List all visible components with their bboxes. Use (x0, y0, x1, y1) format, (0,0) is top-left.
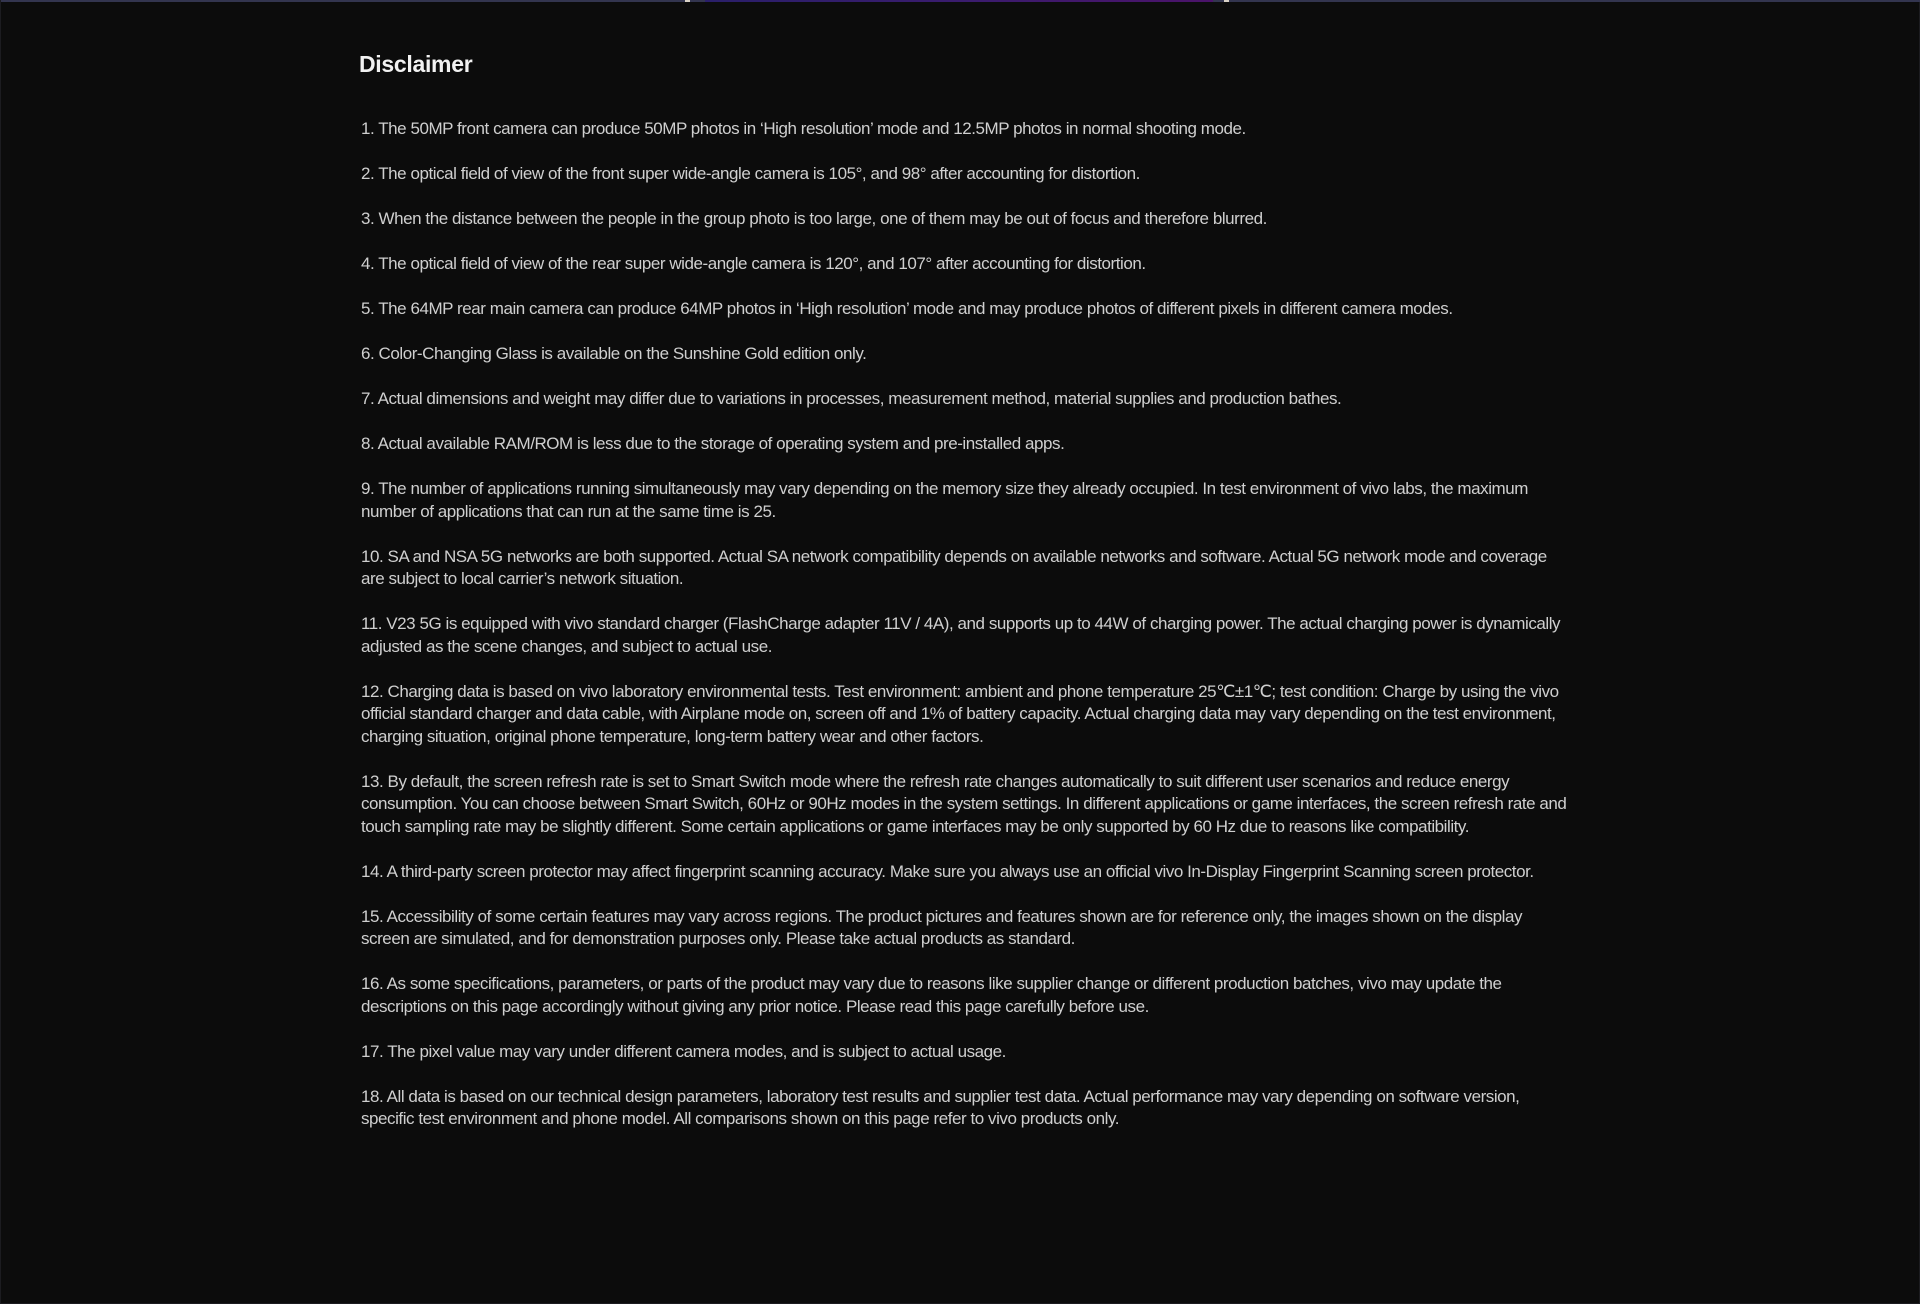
disclaimer-item: 4. The optical field of view of the rear super wide-angle camera is 120°, and 107° after accounting for distortion. (361, 254, 1146, 273)
disclaimer-item: 2. The optical field of view of the front super wide-angle camera is 105°, and 98° after accounting for distortion. (361, 164, 1140, 183)
disclaimer-title: Disclaimer (359, 51, 473, 77)
disclaimer-item: 10. SA and NSA 5G networks are both supported. Actual SA network compatibility depends on available networks and software. Actual 5G network mode and coverage are subject to local carrier’s network situation. (361, 546, 1547, 588)
disclaimer-item: 9. The number of applications running simultaneously may vary depending on the memory size they already occupied. In test environment of vivo labs, the maximum number of applications that can run at the same time is 25. (361, 479, 1528, 521)
slider-progress-track (705, 0, 1213, 2)
disclaimer-item: 5. The 64MP rear main camera can produce 64MP photos in ‘High resolution’ mode and may produce photos of different pixels in different camera modes. (361, 299, 1453, 318)
disclaimer-item: 7. Actual dimensions and weight may differ due to variations in processes, measurement method, material supplies and production bathes. (361, 389, 1342, 408)
disclaimer-item: 17. The pixel value may vary under different camera modes, and is subject to actual usage. (361, 1041, 1006, 1061)
disclaimer-item: 16. As some specifications, parameters, or parts of the product may vary due to reasons like supplier change or different production batches, vivo may update the descriptions on this page accordingly without giving any prior notice. Please read this page carefully before use. (361, 974, 1502, 1016)
top-scroll-bar[interactable] (1, 0, 1920, 2)
disclaimer-item: 12. Charging data is based on vivo laboratory environmental tests. Test environment: ambient and phone temperature 25℃±1℃; test condition: Charge by using the vivo official standard charger and data cable, with Airplane mode on, screen off and 1% of battery capacity. Actual charging data may vary depending on the test environment, charging situation, original phone temperature, long-term battery wear and other factors. (361, 681, 1559, 746)
disclaimer-section (359, 48, 1569, 1153)
slider-handle-left[interactable] (685, 0, 690, 2)
disclaimer-item: 11. V23 5G is equipped with vivo standard charger (FlashCharge adapter 11V / 4A), and supports up to 44W of charging power. The actual charging power is dynamically adjusted as the scene changes, and subject to actual use. (361, 614, 1561, 656)
disclaimer-item: 15. Accessibility of some certain features may vary across regions. The product pictures and features shown are for reference only, the images shown on the display screen are simulated, and for demonstration purposes only. Please take actual products as standard. (361, 906, 1523, 948)
disclaimer-item: 6. Color-Changing Glass is available on the Sunshine Gold edition only. (361, 344, 867, 363)
disclaimer-list (361, 118, 1569, 1131)
disclaimer-item: 18. All data is based on our technical design parameters, laboratory test results and supplier test data. Actual performance may vary depending on software version, specific test environment and phone model. All comparisons shown on this page refer to vivo products only. (361, 1086, 1520, 1128)
disclaimer-item: 8. Actual available RAM/ROM is less due to the storage of operating system and pre-installed apps. (361, 434, 1065, 453)
disclaimer-item: 3. When the distance between the people in the group photo is too large, one of them may be out of focus and therefore blurred. (361, 209, 1267, 228)
slider-handle-right[interactable] (1224, 0, 1229, 2)
disclaimer-item: 13. By default, the screen refresh rate is set to Smart Switch mode where the refresh rate changes automatically to suit different user scenarios and reduce energy consumption. You can choose between Smart Switch, 60Hz or 90Hz modes in the system settings. In different applications or game interfaces, the screen refresh rate and touch sampling rate may be slightly different. Some certain applications or game interfaces may be only supported by 60 Hz due to reasons like compatibility. (361, 771, 1567, 836)
disclaimer-item: 1. The 50MP front camera can produce 50MP photos in ‘High resolution’ mode and 12.5MP photos in normal shooting mode. (361, 119, 1246, 138)
disclaimer-item: 14. A third-party screen protector may affect fingerprint scanning accuracy. Make sure you always use an official vivo In-Display Fingerprint Scanning screen protector. (361, 861, 1534, 881)
